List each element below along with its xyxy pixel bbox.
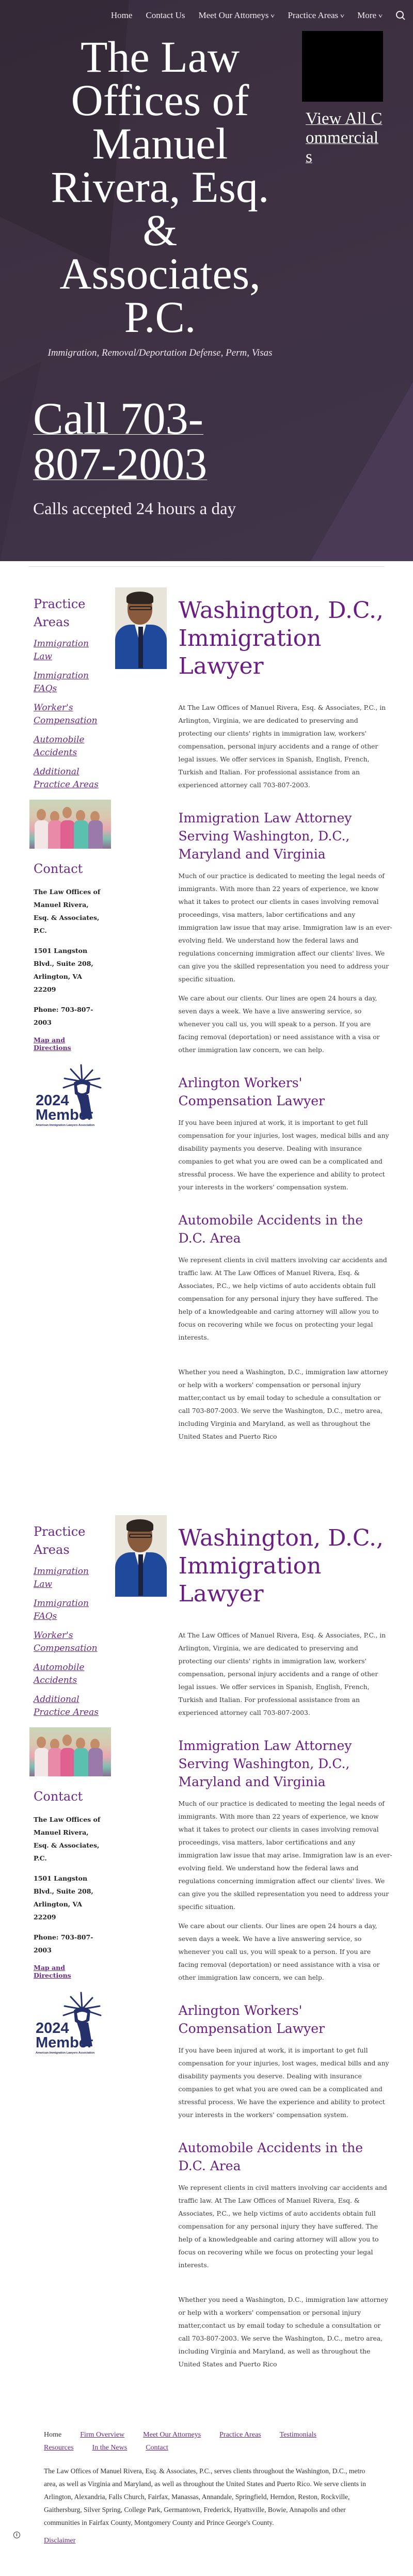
badge-org: American Immigration Lawyers Association <box>36 1124 95 1127</box>
content-section <box>0 1494 413 2371</box>
attorney-photo-column <box>115 1494 171 2371</box>
closing-paragraph: Whether you need a Washington, D.C., immigration law attorney or help with a workers' compensation or personal injury matter,contact us by email today to schedule a consultation or call 703-807-2003. We serve the Washington, D.C., metro area, including Virginia and Maryland, as well as throughout the United States and Puerto Rico <box>178 1368 388 1440</box>
map-directions-link[interactable]: Map and Directions <box>34 1036 71 1052</box>
firm-phone: Phone: 703-807-2003 <box>34 1006 93 1026</box>
title-line: Rivera, Esq. <box>51 162 269 212</box>
title-line: P.C. <box>124 292 196 342</box>
footer-nav <box>44 2428 364 2454</box>
nav-label: Home <box>110 10 133 20</box>
nav-more[interactable] <box>357 10 382 21</box>
sidebar-link-additional-practice-areas[interactable]: Additional Practice Areas <box>34 1694 99 1718</box>
disclaimer-link[interactable]: Disclaimer <box>44 2537 76 2545</box>
firm-name: The Law Offices of Manuel Rivera, Esq. & Associates, P.C. <box>34 888 101 934</box>
title-line: & <box>142 205 178 255</box>
firm-address: 1501 Langston Blvd., Suite 208, Arlington, VA 22209 <box>34 947 93 993</box>
badge-member: Member <box>36 1107 93 1123</box>
hero-banner <box>0 0 413 561</box>
attorney-photo <box>115 1515 167 1597</box>
nav-contact-us[interactable] <box>146 10 185 21</box>
footer-link-meet-our-attorneys[interactable]: Meet Our Attorneys <box>143 2431 201 2439</box>
map-directions-link[interactable]: Map and Directions <box>34 1964 71 1979</box>
nav-label: Practice Areas <box>288 10 339 20</box>
content-section <box>0 567 413 1443</box>
sidebar-link-automobile-accidents[interactable]: Automobile Accidents <box>34 1662 85 1685</box>
footer-service-area-text: The Law Offices of Manuel Rivera, Esq. & Associates, P.C., serves clients throughout the Washington, D.C., metro area, as well as Virginia and Maryland, as well as throughout the United States and Puerto Rico. We serve clients in Arlington, Alexandria, Falls Church, Fairfax, Manassas, Annandale, Springfield, Herndon, Reston, Rockville, Gaithersburg, Silver Spring, College Park, Germantown, Frederick, Hyattsville, Bowie, Annapolis and other communities in Fairfax County, Montgomery County and Prince George's County. <box>44 2467 366 2526</box>
title-line: Manuel <box>92 119 228 168</box>
hero-decor-shape <box>310 382 413 561</box>
firm-phone: Phone: 703-807-2003 <box>34 1933 93 1954</box>
top-nav <box>0 8 413 23</box>
badge-year: 2024 <box>36 2020 69 2037</box>
firm-name: The Law Offices of Manuel Rivera, Esq. & Associates, P.C. <box>34 1816 101 1862</box>
sidebar-link-workers-compensation[interactable]: Worker's Compensation <box>34 1630 98 1653</box>
immigration-heading: Immigration Law Attorney Serving Washington, D.C., Maryland and Virginia <box>178 810 352 862</box>
intro-paragraph: At The Law Offices of Manuel Rivera, Esq. & Associates, P.C., in Arlington, Virginia, we are dedicated to preserving and protecting our clients' rights in immigration law, workers' compensation, personal injury accidents and a range of other legal issues. We offer services in Spanish, English, French, Turkish and Italian. For professional assistance from an experienced attorney call 703-807-2003. <box>178 1631 386 1716</box>
immigration-paragraph: Much of our practice is dedicated to meeting the legal needs of immigrants. With more than 22 years of experience, we know what it takes to protect our clients in cases involving removal proceedings, visa matters, labor certifications and any immigration law issue that may arise. Immigration law is an ever-evolving field. We understand how the federal laws and regulations concerning immigration affect our clients' lives. We can give you the skilled representation you need to address your specific situation. <box>178 1800 392 1911</box>
immigration-heading: Immigration Law Attorney Serving Washington, D.C., Maryland and Virginia <box>178 1738 352 1789</box>
nav-label: Contact Us <box>146 10 185 20</box>
call-availability-text: Calls accepted 24 hours a day <box>33 500 236 518</box>
footer-link-resources[interactable]: Resources <box>44 2444 74 2452</box>
attorney-photo-column <box>115 567 171 1443</box>
workers-comp-heading: Arlington Workers' Compensation Lawyer <box>178 2003 325 2036</box>
sidebar-link-immigration-faqs[interactable]: Immigration FAQs <box>34 1598 89 1621</box>
page-title: Washington, D.C., Immigration Lawyer <box>178 597 384 679</box>
call-phone-link[interactable]: Call 703-807-2003 <box>33 394 208 489</box>
contact-heading: Contact <box>34 862 83 876</box>
footer <box>0 2371 413 2576</box>
sidebar-link-immigration-law[interactable]: Immigration Law <box>34 639 89 662</box>
footer-link-practice-areas[interactable]: Practice Areas <box>219 2431 261 2439</box>
chevron-down-icon: v <box>340 11 345 19</box>
hero-tagline: Immigration, Removal/Deportation Defense, Perm, Visas <box>47 347 273 358</box>
nav-home[interactable] <box>111 10 133 21</box>
nav-meet-our-attorneys[interactable] <box>198 10 274 21</box>
workers-comp-paragraph: If you have been injured at work, it is important to get full compensation for your injuries, lost wages, medical bills and any disability payments you deserve. Dealing with insurance companies to get what you are owed can be a complicated and stressful process. We have the experience and ability to protect your interests in the workers' compensation system. <box>178 1119 389 1191</box>
badge-year: 2024 <box>36 1092 69 1109</box>
chevron-down-icon: v <box>271 11 275 19</box>
info-icon[interactable]: i <box>13 2532 20 2538</box>
immigration-paragraph: We care about our clients. Our lines are open 24 hours a day, seven days a week. We have a live answering service, so whenever you call us, you will speak to a person. If you are facing removal (deportation) or need assistance with a visa or other immigration law concern, we can help. <box>178 1922 380 1981</box>
sidebar-link-immigration-faqs[interactable]: Immigration FAQs <box>34 671 89 694</box>
chevron-down-icon: v <box>378 11 383 19</box>
badge-member: Member <box>36 2034 93 2051</box>
site-title <box>31 32 289 342</box>
sidebar-link-automobile-accidents[interactable]: Automobile Accidents <box>34 735 85 758</box>
workers-comp-paragraph: If you have been injured at work, it is important to get full compensation for your injuries, lost wages, medical bills and any disability payments you deserve. Dealing with insurance companies to get what you are owed can be a complicated and stressful process. We have the experience and ability to protect your interests in the workers' compensation system. <box>178 2046 389 2119</box>
auto-accidents-paragraph: We represent clients in civil matters involving car accidents and traffic law. At The Law Offices of Manuel Rivera, Esq. & Associates, P.C., we help victims of auto accidents obtain full compensation for any personal injury they have suffered. The help of a knowledgeable and caring attorney will allow you to focus on recovering while we focus on protecting your legal interests. <box>178 1256 387 1341</box>
nav-label: More <box>357 10 376 20</box>
search-icon[interactable] <box>395 10 406 21</box>
nav-label: Meet Our Attorneys <box>198 10 269 20</box>
practice-areas-heading: Practice Areas <box>34 1524 86 1557</box>
title-line: Offices of <box>71 75 249 125</box>
contact-heading: Contact <box>34 1789 83 1804</box>
footer-link-contact[interactable]: Contact <box>146 2444 168 2452</box>
closing-paragraph: Whether you need a Washington, D.C., immigration law attorney or help with a workers' compensation or personal injury matter,contact us by email today to schedule a consultation or call 703-807-2003. We serve the Washington, D.C., metro area, including Virginia and Maryland, as well as throughout the United States and Puerto Rico <box>178 2296 388 2368</box>
title-line: Associates, <box>59 249 261 298</box>
badge-org: American Immigration Lawyers Association <box>36 2052 95 2055</box>
firm-address: 1501 Langston Blvd., Suite 208, Arlington, VA 22209 <box>34 1874 93 1921</box>
auto-accidents-heading: Automobile Accidents in the D.C. Area <box>178 1213 363 1246</box>
immigration-paragraph: Much of our practice is dedicated to meeting the legal needs of immigrants. With more than 22 years of experience, we know what it takes to protect our clients in cases involving removal proceedings, visa matters, labor certifications and any immigration law issue that may arise. Immigration law is an ever-evolving field. We understand how the federal laws and regulations concerning immigration affect our clients' lives. We can give you the skilled representation you need to address your specific situation. <box>178 872 392 983</box>
attorney-photo <box>115 587 167 669</box>
sidebar <box>34 567 101 1443</box>
sidebar <box>34 1494 101 2371</box>
immigration-paragraph: We care about our clients. Our lines are open 24 hours a day, seven days a week. We have a live answering service, so whenever you call us, you will speak to a person. If you are facing removal (deportation) or need assistance with a visa or other immigration law concern, we can help. <box>178 994 380 1054</box>
practice-areas-heading: Practice Areas <box>34 597 86 629</box>
nav-practice-areas[interactable] <box>288 10 344 21</box>
family-photo <box>29 800 111 849</box>
commercial-video-player[interactable] <box>302 31 383 102</box>
family-photo <box>29 1727 111 1776</box>
main-content <box>179 1494 392 2371</box>
auto-accidents-heading: Automobile Accidents in the D.C. Area <box>178 2140 363 2173</box>
footer-link-in-the-news[interactable]: In the News <box>92 2444 128 2452</box>
sidebar-link-immigration-law[interactable]: Immigration Law <box>34 1566 89 1589</box>
sidebar-link-additional-practice-areas[interactable]: Additional Practice Areas <box>34 767 99 790</box>
footer-link-testimonials[interactable]: Testimonials <box>279 2431 316 2439</box>
intro-paragraph: At The Law Offices of Manuel Rivera, Esq. & Associates, P.C., in Arlington, Virginia, we are dedicated to preserving and protecting our clients' rights in immigration law, workers' compensation, personal injury accidents and a range of other legal issues. We offer services in Spanish, English, French, Turkish and Italian. For professional assistance from an experienced attorney call 703-807-2003. <box>178 704 386 789</box>
footer-link-firm-overview[interactable]: Firm Overview <box>80 2431 125 2439</box>
workers-comp-heading: Arlington Workers' Compensation Lawyer <box>178 1075 325 1108</box>
auto-accidents-paragraph: We represent clients in civil matters involving car accidents and traffic law. At The Law Offices of Manuel Rivera, Esq. & Associates, P.C., we help victims of auto accidents obtain full compensation for any personal injury they have suffered. The help of a knowledgeable and caring attorney will allow you to focus on recovering while we focus on protecting your legal interests. <box>178 2184 387 2269</box>
aila-member-badge <box>29 1063 107 1125</box>
aila-member-badge <box>29 1991 107 2053</box>
footer-link-home[interactable]: Home <box>44 2431 62 2439</box>
sidebar-link-workers-compensation[interactable]: Worker's Compensation <box>34 703 98 726</box>
page-title: Washington, D.C., Immigration Lawyer <box>178 1525 384 1607</box>
main-content <box>179 567 392 1443</box>
title-line: The Law <box>80 32 240 82</box>
view-all-commercials-link[interactable]: View All Commercials <box>306 109 383 166</box>
